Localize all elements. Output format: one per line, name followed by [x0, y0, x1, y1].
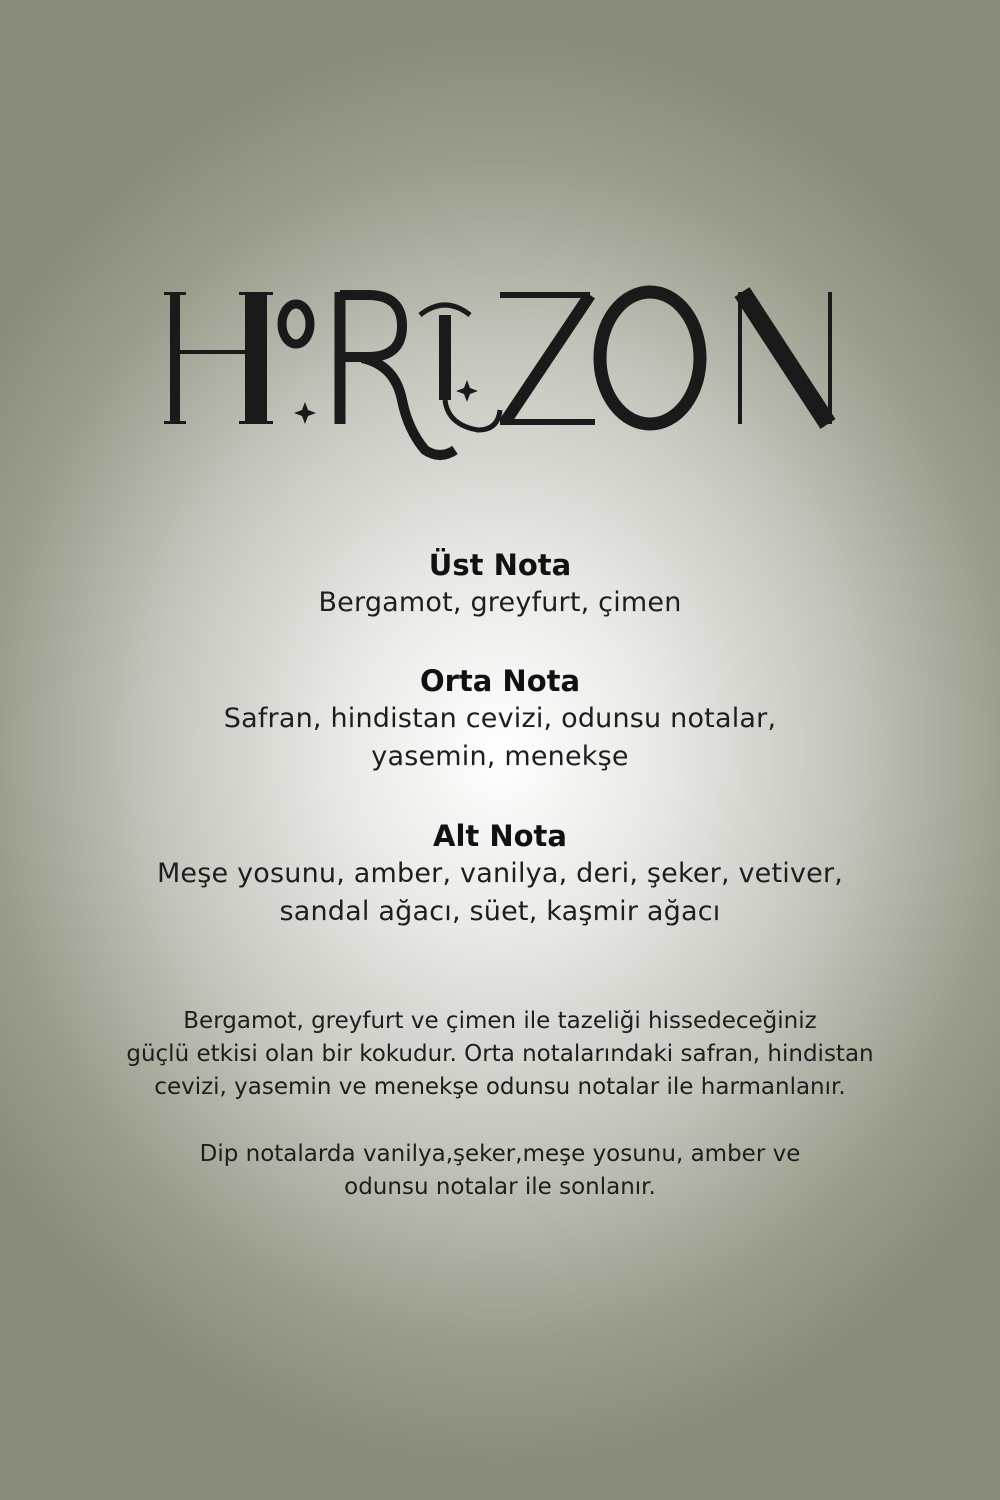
- description-paragraph: [0, 1138, 1000, 1204]
- horizon-logo-graphic: [0, 270, 1000, 470]
- base-note-line: sandal ağacı, süet, kaşmir ağacı: [279, 896, 721, 927]
- middle-note-line: yasemin, menekşe: [371, 741, 629, 772]
- description-line: Dip notalarda vanilya,şeker,meşe yosunu, amber ve: [199, 1141, 801, 1167]
- description-line: güçlü etkisi olan bir kokudur. Orta notalarındaki safran, hindistan: [126, 1041, 874, 1067]
- top-note-section: [0, 546, 1000, 622]
- middle-note-section: [0, 662, 1000, 776]
- base-note-title: Alt Nota: [433, 819, 567, 853]
- base-note-line: Meşe yosunu, amber, vanilya, deri, şeker, vetiver,: [156, 858, 844, 889]
- description-line: Bergamot, greyfurt ve çimen ile tazeliği hissedeceğiniz: [183, 1008, 817, 1034]
- logo-letter-o-small: [282, 304, 310, 344]
- logo-letter-z: [500, 295, 595, 422]
- logo-letter-o: [600, 292, 700, 424]
- logo-letter-n: [740, 292, 830, 424]
- description-line: odunsu notalar ile sonlanır.: [344, 1174, 656, 1200]
- logo-letter-h-left: [170, 292, 180, 424]
- sparkle-icon: [294, 402, 316, 424]
- logo-letter-h-right: [245, 292, 267, 424]
- description-line: cevizi, yasemin ve menekşe odunsu notalar ile harmanlanır.: [154, 1074, 846, 1100]
- logo-letter-r: [340, 292, 455, 455]
- brand-logo: [0, 270, 1000, 470]
- sparkle-icon: [456, 380, 478, 402]
- base-note-section: [0, 817, 1000, 931]
- middle-note-line: Safran, hindistan cevizi, odunsu notalar,: [223, 703, 777, 734]
- description-paragraph: [0, 1005, 1000, 1104]
- top-note-title: Üst Nota: [428, 548, 572, 582]
- logo-letter-i: [420, 305, 500, 430]
- middle-note-title: Orta Nota: [419, 664, 581, 698]
- top-note-line: Bergamot, greyfurt, çimen: [318, 587, 682, 618]
